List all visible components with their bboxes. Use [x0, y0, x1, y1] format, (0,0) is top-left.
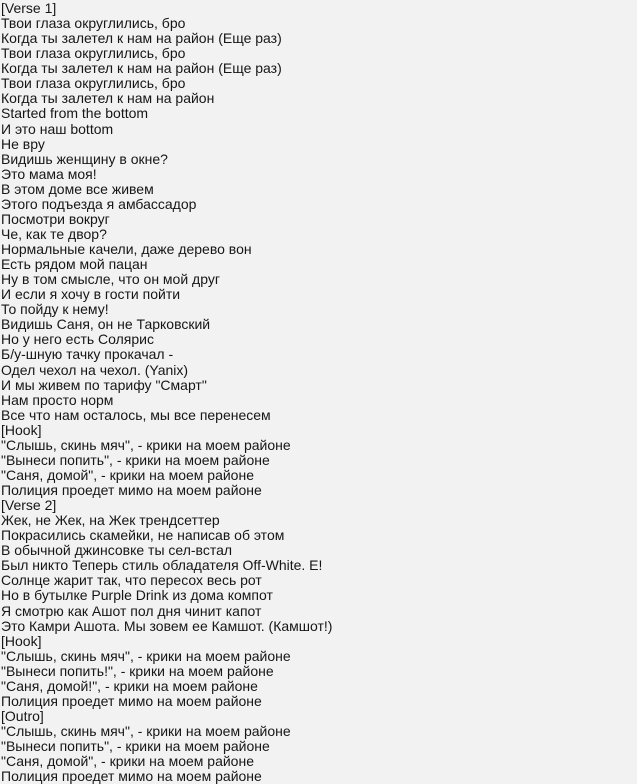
lyric-line: Нормальные качели, даже дерево вон [1, 241, 252, 257]
lyric-line: Ну в том смысле, что он мой друг [1, 271, 220, 288]
lyric-line: Одел чехол на чехол. (Yanix) [1, 361, 189, 378]
section-header: [Verse 2] [1, 497, 57, 514]
lyric-line: Видишь женщину в окне? [1, 150, 168, 167]
lyric-line: И мы живем по тарифу "Смарт" [1, 376, 207, 393]
lyric-line: "Слышь, скинь мяч", - крики на моем районе [1, 436, 291, 453]
lyric-line: Это мама моя! [1, 165, 97, 182]
lyric-line: То пойду к нему! [1, 301, 109, 318]
lyric-line: Б/у-шную тачку прокачал - [1, 346, 174, 363]
lyric-line: Че, как те двор? [1, 225, 107, 242]
lyric-line: Все что нам осталось, мы все перенесем [1, 406, 271, 423]
section-header: [Outro] [1, 707, 44, 724]
lyric-line: Твои глаза округлились, бро [1, 75, 186, 92]
lyric-line: "Слышь, скинь мяч", - крики на моем районе [1, 723, 291, 739]
lyric-line: Но в бутылке Purple Drink из дома компот [1, 587, 273, 604]
lyric-line: Видишь Саня, он не Тарковский [1, 316, 211, 333]
lyric-line: Started from the bottom [1, 105, 149, 122]
lyric-line: В обычной джинсовке ты сел-встал [1, 542, 233, 559]
lyric-line: "Вынеси попить", - крики на моем районе [1, 738, 270, 755]
lyric-line: И если я хочу в гости пойти [1, 286, 181, 303]
lyric-line: Полиция проедет мимо на моем районе [1, 482, 262, 498]
section-header: [Hook] [1, 421, 42, 438]
lyric-line: "Вынеси попить", - крики на моем районе [1, 451, 270, 468]
lyric-line: Твои глаза округлились, бро [1, 15, 186, 32]
lyric-line: Но у него есть Солярис [1, 331, 154, 348]
lyric-line: Был никто Теперь стиль обладателя Off-White. Е! [1, 557, 323, 574]
lyric-line: Когда ты залетел к нам на район (Еще раз) [1, 60, 282, 77]
lyric-line: "Саня, домой!", - крики на моем районе [1, 677, 258, 694]
lyric-line: Жек, не Жек, на Жек трендсеттер [1, 512, 220, 529]
lyric-line: Есть рядом мой пацан [1, 256, 148, 273]
lyric-line: Солнце жарит так, что пересох весь рот [1, 572, 262, 589]
lyric-line: "Слышь, скинь мяч", - крики на моем районе [1, 647, 291, 664]
lyric-line: Полиция проедет мимо на моем районе [1, 692, 262, 709]
lyric-line: "Саня, домой", - крики на моем районе [1, 466, 254, 483]
lyric-line: Это Камри Ашота. Мы зовем ее Камшот. (Камшот!) [1, 617, 333, 634]
lyric-line: И это наш bottom [1, 120, 114, 137]
lyric-line: "Саня, домой", - крики на моем районе [1, 753, 254, 770]
lyric-line: Нам просто норм [1, 391, 114, 408]
lyric-line: Не вру [1, 135, 45, 152]
lyric-line: Я смотрю как Ашот пол дня чинит капот [1, 602, 262, 619]
lyric-line: Когда ты залетел к нам на район [1, 90, 215, 107]
lyric-line: В этом доме все живем [1, 180, 154, 197]
lyric-line: Покрасились скамейки, не написав об этом [1, 527, 285, 544]
lyric-line: Полиция проедет мимо на моем районе [1, 768, 262, 784]
lyric-line: "Вынеси попить!", - крики на моем районе [1, 662, 274, 679]
section-header: [Verse 1] [1, 0, 57, 16]
lyric-line: Посмотри вокруг [1, 210, 110, 227]
lyric-line: Твои глаза округлились, бро [1, 45, 186, 62]
lyric-line: Этого подъезда я амбассадор [1, 195, 197, 212]
lyric-line: Когда ты залетел к нам на район (Еще раз) [1, 30, 282, 47]
section-header: [Hook] [1, 632, 42, 649]
